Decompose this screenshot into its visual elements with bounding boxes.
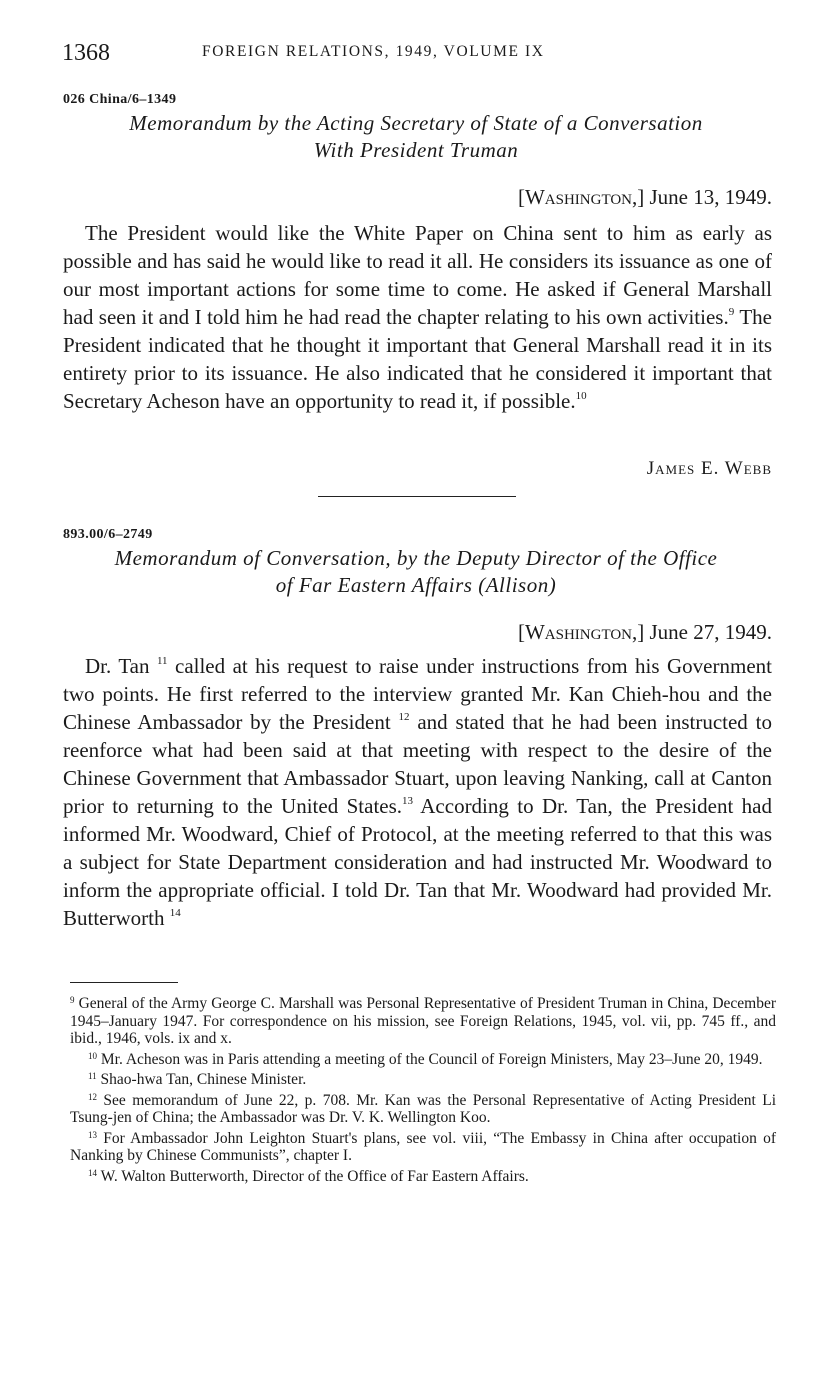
doc2-text-part: and stated that he had been instructed to reenforce what had been said at that meeting with respect to the desire of the Chinese Government that Ambassador Stuart, upon leaving Nanking, call at Canton prior to returning to the United States.	[63, 710, 772, 818]
footnote-text: Shao-hwa Tan, Chinese Minister.	[100, 1071, 307, 1088]
footnote-number: 14	[88, 1167, 97, 1178]
doc2-place: [Washington,]	[517, 620, 645, 644]
footnote-text: For Ambassador John Leighton Stuart's plans, see vol. viii, “The Embassy in China after occupation of Nanking by Chinese Communists”, chapter I.	[70, 1129, 777, 1164]
doc2-file-number: 893.00/6–2749	[63, 527, 153, 542]
doc2-title	[60, 545, 772, 599]
footnote-10	[70, 1048, 776, 1069]
running-title: FOREIGN RELATIONS, 1949, VOLUME IX	[202, 43, 545, 60]
doc2-text-part: According to Dr. Tan, the President had informed Mr. Woodward, Chief of Protocol, at the meeting referred to that this was a subject for State Department consideration and had instructed Mr. Woodward to inform the appropriate official. I told Dr. Tan that Mr. Woodward had provided Mr. Butterworth	[63, 794, 772, 930]
footnote-13	[70, 1127, 776, 1165]
footnote-ref-9[interactable]: 9	[728, 306, 735, 318]
footnote-text: W. Walton Butterworth, Director of the Office of Far Eastern Affairs.	[100, 1167, 529, 1185]
footnote-number: 12	[88, 1091, 97, 1102]
footnote-ref-13[interactable]: 13	[402, 795, 414, 807]
doc1-title-line2: With President Truman	[313, 138, 519, 162]
footnote-14	[70, 1165, 776, 1186]
footnote-number: 11	[88, 1071, 97, 1081]
footnote-text: General of the Army George C. Marshall was Personal Representative of President Truman in China, December 1945–January 1947. For correspondence on his mission, see Foreign Relations, 1945, vol. vii, pp. 745 ff., and ibid., 1946, vols. ix and x.	[70, 995, 776, 1047]
doc1-signature: James E. Webb	[646, 458, 772, 479]
footnote-9	[70, 992, 776, 1048]
footnote-text: Mr. Acheson was in Paris attending a meeting of the Council of Foreign Ministers, May 23–June 20, 1949.	[100, 1050, 763, 1068]
section-divider	[318, 496, 516, 497]
doc1-title-line1: Memorandum by the Acting Secretary of State of a Conversation	[129, 111, 703, 135]
doc2-paragraph	[63, 652, 772, 932]
doc2-text-part: called at his request to raise under instructions from his Government two points. He first referred to the interview granted Mr. Kan Chieh-hou and the Chinese Ambassador by the President	[63, 654, 772, 734]
doc1-paragraph	[63, 219, 772, 415]
doc1-dateline	[518, 185, 772, 210]
doc1-place: [Washington,]	[517, 185, 645, 209]
doc2-text-part: Dr. Tan	[85, 654, 157, 678]
doc1-text-part: The President would like the White Paper on China sent to him as early as possible and has said he would like to read it all. He considers its issuance as one of our most important actions for some time to come. He asked if General Marshall had seen it and I told him he had read the chapter relating to his own activities.	[63, 221, 772, 329]
footnote-11	[70, 1068, 776, 1089]
footnote-ref-10[interactable]: 10	[575, 390, 587, 402]
footnote-ref-11[interactable]: 11	[156, 655, 168, 667]
page-number: 1368	[62, 40, 110, 66]
doc2-date: June 27, 1949.	[649, 620, 772, 644]
doc2-title-line1: Memorandum of Conversation, by the Deputy Director of the Office	[114, 546, 718, 570]
footnote-number: 9	[70, 995, 75, 1005]
doc1-title	[60, 110, 772, 164]
footnote-ref-12[interactable]: 12	[398, 711, 410, 723]
doc2-title-line2: of Far Eastern Affairs (Allison)	[275, 573, 557, 597]
doc2-body	[63, 652, 772, 932]
footnote-number: 10	[88, 1050, 97, 1061]
footnote-ref-14[interactable]: 14	[169, 907, 181, 919]
doc1-file-number: 026 China/6–1349	[63, 92, 177, 107]
footnote-text: See memorandum of June 22, p. 708. Mr. Kan was the Personal Representative of Acting President Li Tsung-jen of China; the Ambassador was Dr. V. K. Wellington Koo.	[70, 1091, 776, 1126]
footnote-12	[70, 1089, 776, 1127]
doc1-body	[63, 219, 772, 415]
footnote-number: 13	[88, 1129, 97, 1140]
footnote-divider	[70, 982, 178, 983]
doc1-text-part: The President indicated that he thought it important that General Marshall read it in its entirety prior to its issuance. He also indicated that he considered it important that Secretary Acheson have an opportunity to read it, if possible.	[63, 305, 772, 413]
doc1-date: June 13, 1949.	[649, 185, 772, 209]
doc2-dateline	[518, 620, 772, 645]
footnotes	[70, 992, 776, 1185]
